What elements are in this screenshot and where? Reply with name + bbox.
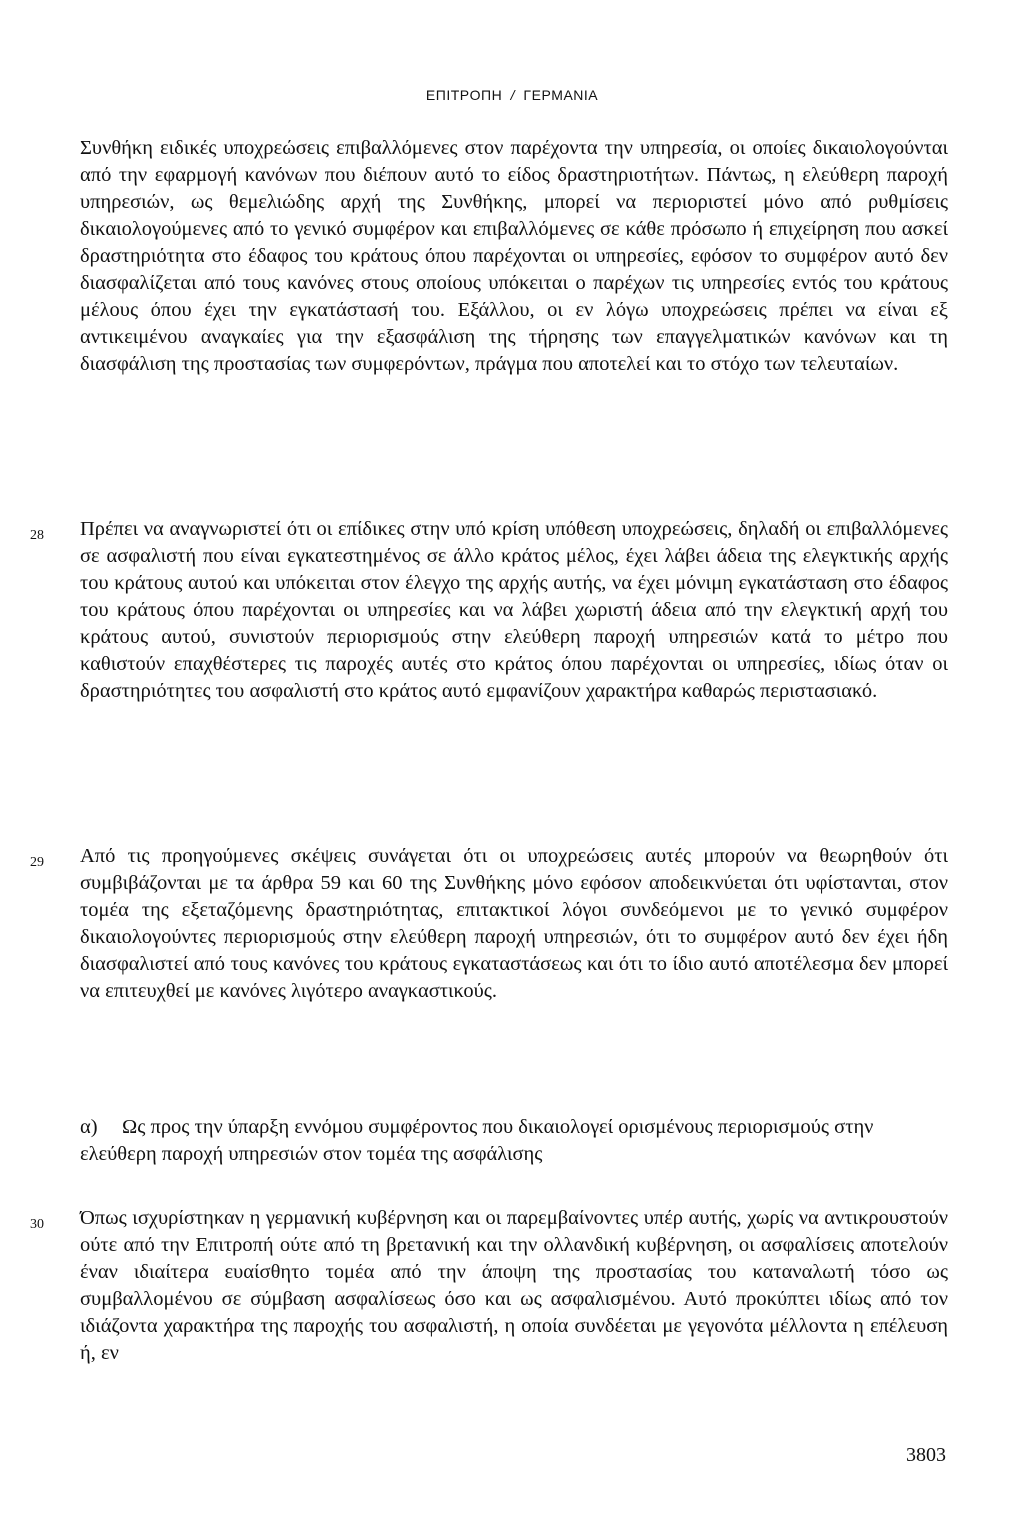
paragraph-number: 28 (30, 528, 44, 543)
paragraph-continuation: Συνθήκη ειδικές υποχρεώσεις επιβαλλόμενες στον παρέχοντα την υπηρεσία, οι οποίες δικαιολογούνται από την εφαρμογή κανόνων που διέπουν αυτό το είδος δραστηριοτήτων. Πάντως, η ελεύθερη παροχή υπηρεσιών, ως θεμελιώδης αρχή της Συνθήκης, μπορεί να περιοριστεί μόνο από ρυθμίσεις δικαιολογούμενες από το γενικό συμφέρον και επιβαλλόμενες σε κάθε πρόσωπο ή επιχείρηση που ασκεί δραστηριότητα στο έδαφος του κράτους όπου παρέχονται οι υπηρεσίες, εφόσον το συμφέρον αυτό δεν διασφαλίζεται από τους κανόνες στους οποίους υπόκειται ο παρέχων τις υπηρεσίες εντός του κράτους μέλους όπου έχει την εγκατάστασή του. Εξάλλου, οι εν λόγω υποχρεώσεις πρέπει να είναι εξ αντικειμένου αναγκαίες για την εξασφάλιση της τήρησης των επαγγελματικών κανόνων και τη διασφάλιση της προστασίας των συμφερόντων, πράγμα που αποτελεί και το στόχο των τελευταίων. (80, 137, 948, 375)
subheading (80, 1114, 948, 1168)
running-header (0, 87, 1024, 103)
paragraph-29: Από τις προηγούμενες σκέψεις συνάγεται ότι οι υποχρεώσεις αυτές μπορούν να θεωρηθούν ότι συμβιβάζονται με τα άρθρα 59 και 60 της Συνθήκης μόνο εφόσον αποδεικνύεται ότι υφίστανται, στον τομέα της εξεταζόμενης δραστηριότητας, επιτακτικοί λόγοι συνδεόμενοι με το γενικό συμφέρον δικαιολογούντες περιορισμούς στην ελεύθερη παροχή υπηρεσιών, ότι το συμφέρον αυτό δεν έχει ήδη διασφαλιστεί από τους κανόνες του κράτους εγκαταστάσεως και ότι το ίδιο αυτό αποτέλεσμα δεν μπορεί να επιτευχθεί με κανόνες λιγότερο αναγκαστικούς. (80, 845, 948, 1002)
paragraph-30: Όπως ισχυρίστηκαν η γερμανική κυβέρνηση και οι παρεμβαίνοντες υπέρ αυτής, χωρίς να αντικρουστούν ούτε από την Επιτροπή ούτε από τη βρετανική και την ολλανδική κυβέρνηση, οι ασφαλίσεις αποτελούν έναν ιδιαίτερα ευαίσθητο τομέα από την άποψη της προστασίας του καταναλωτή τόσο ως συμβαλλομένου σε σύμβαση ασφαλίσεως όσο και ως ασφαλισμένου. Αυτό προκύπτει ιδίως από τον ιδιάζοντα χαρακτήρα της παροχής του ασφαλιστή, η οποία συνδέεται με γεγονότα μέλλοντα η επέλευση ή, εν (80, 1207, 948, 1364)
paragraph-28: Πρέπει να αναγνωριστεί ότι οι επίδικες στην υπό κρίση υπόθεση υποχρεώσεις, δηλαδή οι επιβαλλόμενες σε ασφαλιστή που είναι εγκατεστημένος σε άλλο κράτος μέλος, έχει λάβει άδεια της ελεγκτικής αρχής του κράτους αυτού και υπόκειται στον έλεγχο της αρχής αυτής, να έχει μόνιμη εγκατάσταση στο έδαφος του κράτους όπου παρέχονται οι υπηρεσίες και να λάβει χωριστή άδεια από την ελεγκτική αρχή του κράτους αυτού, συνιστούν περιορισμούς στην ελεύθερη παροχή υπηρεσιών κατά το μέτρο που καθιστούν επαχθέστερες τις παροχές αυτές στο κράτος όπου παρέχονται οι υπηρεσίες, ιδίως όταν οι δραστηριότητες του ασφαλιστή στο κράτος αυτό εμφανίζουν χαρακτήρα καθαρώς περιστασιακό. (80, 518, 948, 702)
header-separator: / (510, 87, 515, 103)
header-right: ΓΕΡΜΑΝΙΑ (523, 87, 599, 103)
subheading-label: α) (80, 1116, 98, 1138)
page-number: 3803 (906, 1444, 946, 1466)
paragraph-number: 29 (30, 855, 44, 870)
paragraph-number: 30 (30, 1217, 44, 1232)
subheading-text: Ως προς την ύπαρξη εννόμου συμφέροντος που δικαιολογεί ορισμένους περιορισμούς στην ελεύθερη παροχή υπηρεσιών στον τομέα της ασφάλισης (80, 1116, 874, 1165)
header-left: ΕΠΙΤΡΟΠΗ (425, 87, 503, 103)
